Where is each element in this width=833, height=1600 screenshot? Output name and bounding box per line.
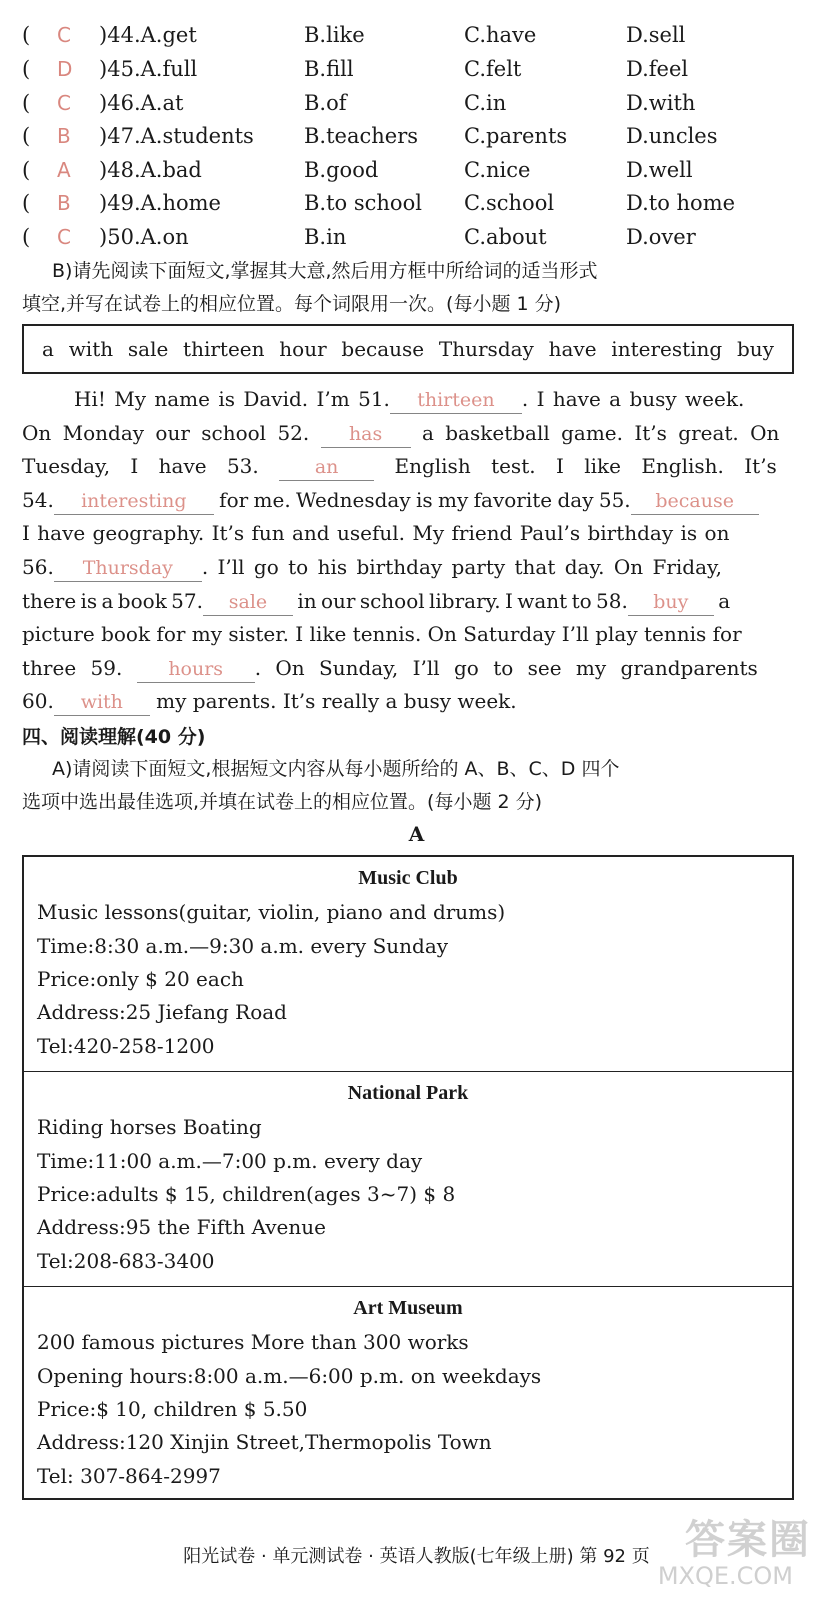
word-box-item: hour: [279, 337, 327, 361]
section-4-instruction-2: 选项中选出最佳选项,并填在试卷上的相应位置。(每小题 2 分): [22, 791, 543, 813]
passage-line: picture book for my sister. I like tennis. On Saturday I’ll play tennis for: [22, 622, 742, 646]
handwritten-answer: C: [57, 225, 71, 249]
blank-58-answer: buy: [628, 589, 714, 616]
option-b: B.fill: [304, 57, 354, 81]
blank-56-answer: Thursday: [54, 555, 202, 582]
ad-title: National Park: [347, 1082, 469, 1104]
option-d: D.over: [626, 225, 696, 249]
passage-label: A: [408, 822, 425, 846]
passage-line: 54. interesting for me. Wednesday is my favorite day 55. because: [22, 484, 797, 517]
word-box-item: a: [42, 337, 54, 361]
handwritten-answer: D: [57, 57, 73, 81]
word-box-item: because: [341, 337, 425, 361]
option-b: B.good: [304, 158, 379, 182]
section-4-instruction: A)请阅读下面短文,根据短文内容从每小题所给的 A、B、C、D 四个: [52, 758, 620, 780]
handwritten-answer: B: [57, 191, 71, 215]
option-a: A.get: [140, 23, 197, 47]
option-c: C.about: [464, 225, 547, 249]
section-b-instruction: B)请先阅读下面短文,掌握其大意,然后用方框中所给词的适当形式: [52, 260, 598, 282]
blank-57-answer: sale: [203, 589, 293, 616]
passage-line: I have geography. It’s fun and useful. My friend Paul’s birthday is on: [22, 521, 730, 545]
option-d: D.to home: [626, 191, 736, 215]
blank-55-answer: because: [631, 488, 759, 515]
passage-line: Tuesday, I have 53. an English test. I like English. It’s: [22, 450, 797, 483]
option-c: C.felt: [464, 57, 522, 81]
option-b: B.like: [304, 23, 365, 47]
option-d: D.well: [626, 158, 693, 182]
word-box-item: have: [548, 337, 597, 361]
option-a: A.at: [140, 91, 184, 115]
option-d: D.feel: [626, 57, 689, 81]
option-c: C.school: [464, 191, 555, 215]
worksheet-page: ( C )44.A.get B.like C.have D.sell ( D )45.A.full B.fill C.felt D.feel ( C )46.A.at B.of C.in D.with ( B )47.A.students B.teachers C.parents D.uncles ( A )48.A.bad B.good C.nice D.well ( B )49.A.home B.to school C.school D.to home ( C )50.A.on B.in C.about D.over B)请先阅读下面短文,掌握其大意,然后用方框中所给词的适当形式 填空,并写在试卷上的相应位置。每个词限用一次。(每小题 1 分) a with sale thirteen hour because Thursday have interesting buy Hi! My name is David. I’m 51. thirteen . I have a busy week. On Monday our school 52. has a basketball game. It’s great. On Tuesday, I have 53. an English test. I like English. It’s 54. interesting for me. Wednesday is my favorite day 55. because I have geography. It’s fun and useful. My friend Paul’s birthday is on 56. Thursday . I’ll go to his birthday party that day. On Friday, there is a book 57. sale in our school library. I want to 58. buy a picture book for my sister. I like tennis. On Saturday I’ll play tennis for three 59. hours . On Sunday, I’ll go to see my grandparents 60. with my parents. It’s really a busy week. 四、阅读理解(40 分) A)请阅读下面短文,根据短文内容从每小题所给的 A、B、C、D 四个 选项中选出最佳选项,并填在试卷上的相应位置。(每小题 2 分) A Music Club Music lessons(guitar, violin, piano and drums) Time:8:30 a.m.—9:30 a.m. every Sunday Price:only $ 20 each Address:25 Jiefang Road Tel:420-258-1200 National Park Riding horses Boating Time:11:00 a.m.—7:00 p.m. every day Price:adults $ 15, children(ages 3~7) $ 8 Address:95 the Fifth Avenue Tel:208-683-3400 Art Museum 200 famous pictures More than 300 works Opening hours:8:00 a.m.—6:00 p.m. on weekdays Price:$ 10, children $ 5.50 Address:120 Xinjin Street,Thermopolis Town Tel: 307-864-2997 阳光试卷 · 单元测试卷 · 英语人教版(七年级上册) 第 92 页 答案圈 MXQE.COM: [0, 0, 833, 1600]
blank-52-answer: has: [321, 421, 411, 448]
blank-59-answer: hours: [137, 656, 255, 683]
ad-national-park: National Park Riding horses Boating Time:11:00 a.m.—7:00 p.m. every day Price:adults $ 15, children(ages 3~7) $ 8 Address:95 the Fifth Avenue Tel:208-683-3400: [24, 1071, 792, 1286]
option-d: D.uncles: [626, 124, 718, 148]
option-c: C.nice: [464, 158, 531, 182]
word-box: [22, 324, 794, 374]
section-b-instruction-2: 填空,并写在试卷上的相应位置。每个词限用一次。(每小题 1 分): [22, 293, 562, 315]
page-footer: 阳光试卷 · 单元测试卷 · 英语人教版(七年级上册) 第 92 页: [183, 1546, 650, 1567]
ad-title: Music Club: [358, 867, 458, 889]
option-b: B.in: [304, 225, 347, 249]
handwritten-answer: A: [57, 158, 71, 182]
handwritten-answer: C: [57, 23, 71, 47]
watermark-logo: 答案圈: [685, 1517, 811, 1563]
ad-art-museum: Art Museum 200 famous pictures More than 300 works Opening hours:8:00 a.m.—6:00 p.m. on weekdays Price:$ 10, children $ 5.50 Address:120 Xinjin Street,Thermopolis Town Tel: 307-864-2997: [24, 1286, 792, 1498]
option-b: B.of: [304, 91, 347, 115]
word-box-item: with: [68, 337, 114, 361]
option-b: B.teachers: [304, 124, 419, 148]
watermark-url: MXQE.COM: [657, 1562, 793, 1590]
option-c: C.have: [464, 23, 537, 47]
word-box-item: sale: [127, 337, 169, 361]
passage-line: 60. with my parents. It’s really a busy week.: [22, 685, 797, 718]
option-c: C.in: [464, 91, 507, 115]
option-a: A.on: [140, 225, 189, 249]
option-a: A.full: [140, 57, 198, 81]
option-a: A.bad: [140, 158, 202, 182]
passage-line: On Monday our school 52. has a basketball game. It’s great. On: [22, 417, 797, 450]
option-d: D.with: [626, 91, 696, 115]
word-box-item: thirteen: [183, 337, 265, 361]
word-box-item: interesting: [611, 337, 723, 361]
passage-line: Hi! My name is David. I’m 51. thirteen . I have a busy week.: [22, 383, 797, 416]
section-title: 四、阅读理解(40 分): [22, 726, 206, 748]
blank-54-answer: interesting: [54, 488, 214, 515]
ad-music-club: Music Club Music lessons(guitar, violin, piano and drums) Time:8:30 a.m.—9:30 a.m. every Sunday Price:only $ 20 each Address:25 Jiefang Road Tel:420-258-1200: [24, 857, 792, 1071]
handwritten-answer: C: [57, 91, 71, 115]
option-d: D.sell: [626, 23, 686, 47]
passage-line: 56. Thursday . I’ll go to his birthday party that day. On Friday,: [22, 551, 797, 584]
option-a: A.students: [140, 124, 254, 148]
option-b: B.to school: [304, 191, 422, 215]
ads-table: [22, 855, 794, 1500]
blank-60-answer: with: [54, 689, 150, 716]
passage-line: there is a book 57. sale in our school library. I want to 58. buy a: [22, 585, 797, 618]
ad-title: Art Museum: [353, 1297, 463, 1319]
handwritten-answer: B: [57, 124, 71, 148]
blank-53-answer: an: [279, 454, 374, 481]
option-a: A.home: [140, 191, 221, 215]
blank-51-answer: thirteen: [390, 387, 522, 414]
word-box-item: buy: [736, 337, 774, 361]
passage-line: three 59. hours . On Sunday, I’ll go to see my grandparents: [22, 652, 797, 685]
option-c: C.parents: [464, 124, 568, 148]
word-box-item: Thursday: [438, 337, 534, 361]
